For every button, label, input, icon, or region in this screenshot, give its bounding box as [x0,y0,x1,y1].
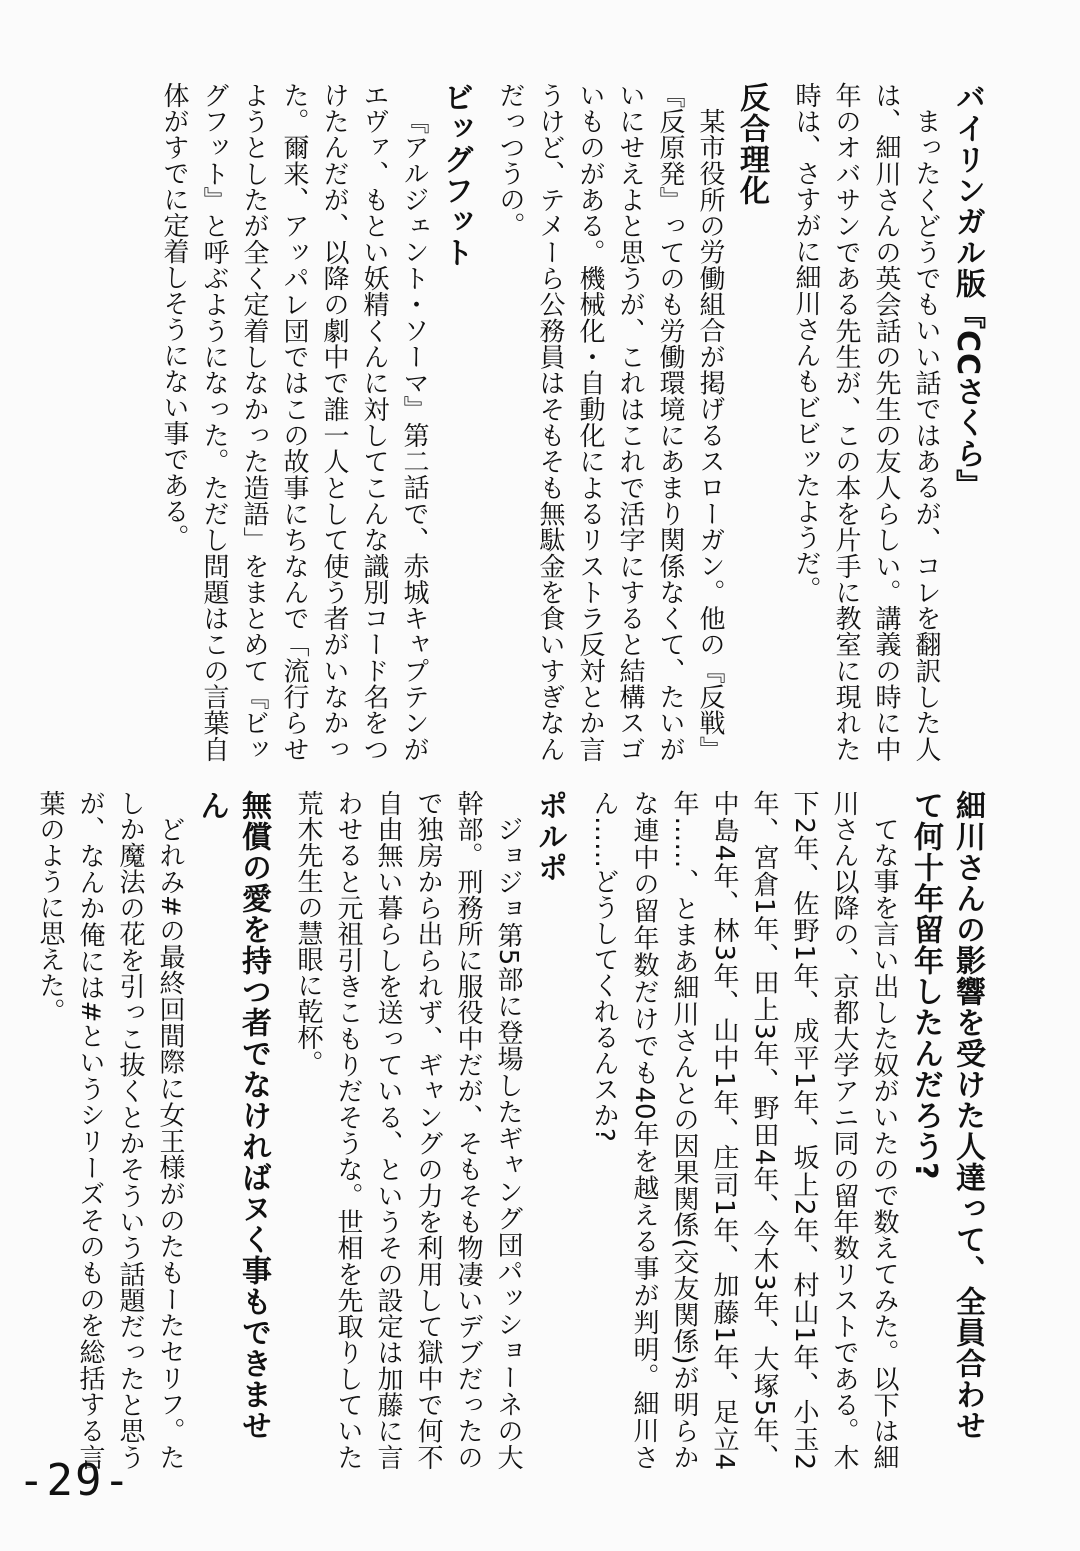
bottom-column-block [16,790,988,1470]
entry-heading: ビッグフット [438,82,473,268]
entry-heading: 細川さんの影響を受けた人達って、全員合わせて何十年留年したんだろう? [908,790,985,1441]
entry-body: てな事を言い出した奴がいたので数えてみた。以下は細川さん以降の、京都大学アニ同の留年数リストである。木下2年、佐野1年、成平1年、坂上2年、村山1年、小玉2年、宮倉1年、田上3年、野田4年、今木3年、大塚5年、中島4年、林3年、山中1年、庄司1年、加藤1年、足立4年……、とまあ細川さんとの因果関係(交友関係)が明らかな連中の留年数だけでも40年を越える事が判明。細川さん……どうしてくれるんスか? [589,790,899,1470]
entry-body: どれみ#の最終回間際に女王様がのたもーたセリフ。たしか魔法の花を引っこ抜くとかそういう話題だったと思うが、なんか俺には#というシリーズそのものを総括する言葉のように思えた。 [35,790,185,1471]
entry-body: ジョジョ第5部に登場したギャング団パッショーネの大幹部。刑務所に服役中だが、そもそも物凄いデブだったので独房から出られず、ギャングの力を利用して獄中で何不自由無い暮らしを送っている、というその設定は加藤に言わせると元祖引きこもりだそうな。世相を先取りしていた荒木先生の慧眼に乾杯。 [293,790,523,1470]
entry-body: 某市役所の労働組合が掲げるスローガン。他の『反戦』『反原発』ってのも労働環境にあまり関係なくて、たいがいにせえよと思うが、これはこれで活字にすると結構スゴいものがある。機械化・自動化によるリストラ反対とか言うけど、テメーら公務員はそもそも無駄金を食いすぎなんだっつうの。 [495,82,725,762]
entry-heading: ポルポ [532,790,567,883]
entry-ryuunen [584,790,988,1470]
entry-mushou-no-ai [30,790,274,1470]
entry-bilingual-cc-sakura [786,82,988,762]
entry-heading: 反合理化 [734,82,769,206]
entry-bigfoot [154,82,476,762]
entry-body: まったくどうでもいい話ではあるが、コレを翻訳した人は、細川さんの英会話の先生の友人らしい。講義の時に中年のオバサンである先生が、この本を片手に教室に現れた時は、さすがに細川さんもビビッたようだ。 [791,82,941,762]
page-number: -29- [18,1455,132,1506]
entry-heading: バイリンガル版『CCさくら』 [950,82,985,501]
entry-body: 『アルジェント・ソーマ』第二話で、赤城キャプテンがエヴァ、もとい妖精くんに対してこんな識別コード名をつけたんだが、以降の劇中で誰一人として使う者がいなかった。爾来、アッパレ団ではこの故事にちなんで「流行らせようとしたが全く定着しなかった造語」をまとめて『ビッグフット』と呼ぶようになった。ただし問題はこの言葉自体がすでに定着しそうにない事である。 [159,82,429,763]
entry-heading: 無償の愛を持つ者でなければヌく事もできません [194,790,271,1441]
entry-han-gourika [490,82,772,762]
top-column-block [140,82,988,762]
entry-polpo [288,790,570,1470]
